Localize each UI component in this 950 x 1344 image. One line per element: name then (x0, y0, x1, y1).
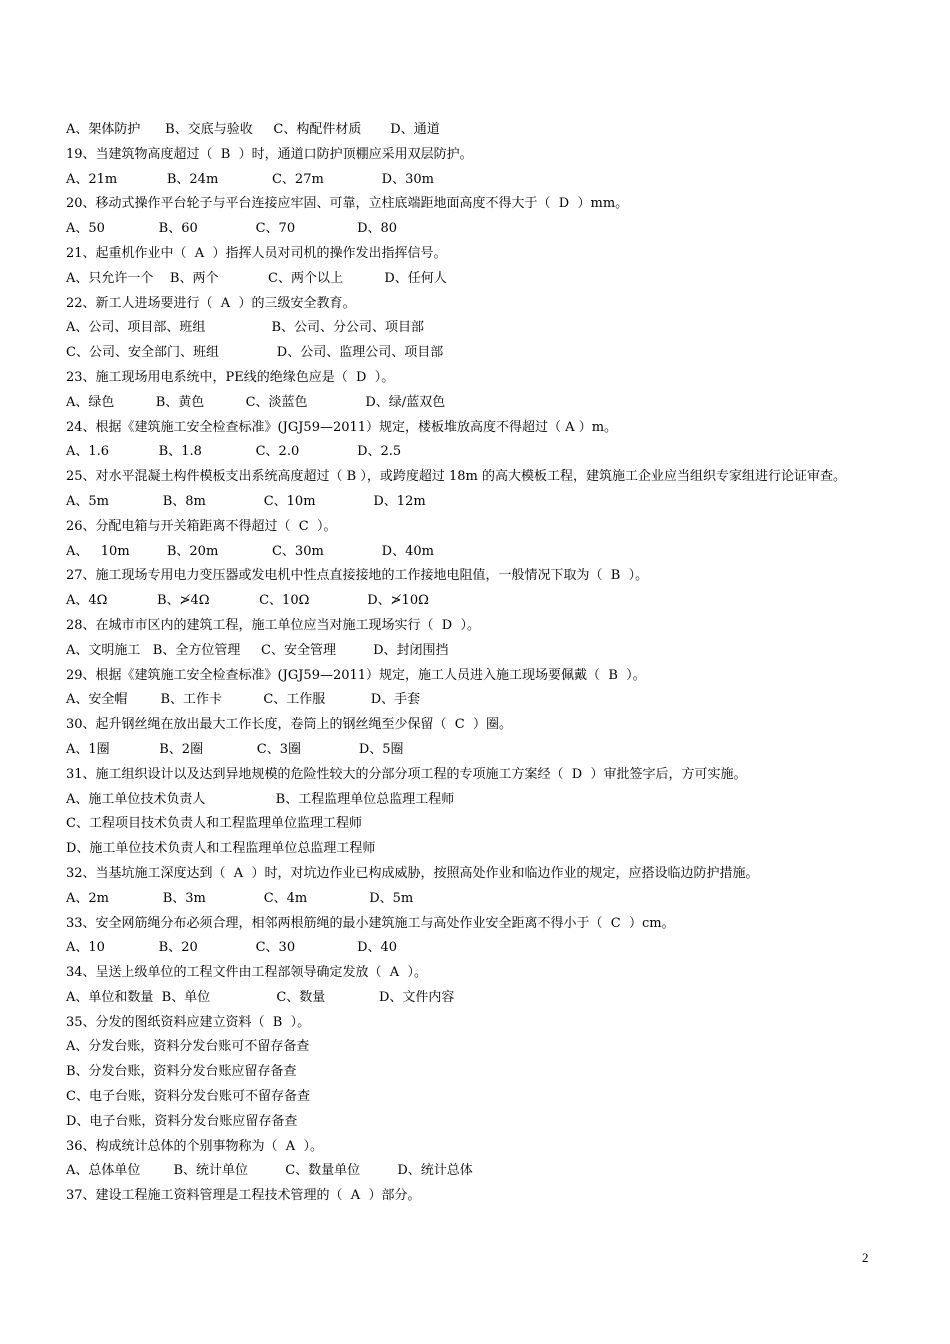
options-20: A、50 B、60 C、70 D、80 (66, 221, 398, 237)
question-27: 27、施工现场专用电力变压器或发电机中性点直接接地的工作接地电阻值，一般情况下取为（ B ）。 (66, 568, 649, 584)
options-28: A、文明施工 B、全方位管理 C、安全管理 D、封闭围挡 (66, 642, 449, 658)
options-34: A、单位和数量 B、单位 C、数量 D、文件内容 (66, 989, 455, 1005)
options-35-b: B、分发台账，资料分发台账应留存备查 (66, 1064, 297, 1080)
question-20: 20、移动式操作平台轮子与平台连接应牢固、可靠，立柱底端距地面高度不得大于（ D ）mm。 (66, 196, 629, 212)
options-23: A、绿色 B、黄色 C、淡蓝色 D、绿/蓝双色 (66, 394, 446, 410)
question-36: 36、构成统计总体的个别事物称为（ A ）。 (66, 1138, 323, 1154)
options-36: A、总体单位 B、统计单位 C、数量单位 D、统计总体 (66, 1163, 473, 1179)
options-29: A、安全帽 B、工作卡 C、工作服 D、手套 (66, 692, 421, 708)
question-33: 33、安全网筋绳分布必须合理，相邻两根筋绳的最小建筑施工与高处作业安全距离不得小于（ C ）cm。 (66, 915, 675, 931)
options-35-a: A、分发台账，资料分发台账可不留存备查 (66, 1039, 310, 1055)
page-number: 2 (862, 1250, 869, 1265)
question-31: 31、施工组织设计以及达到异地规模的危险性较大的分部分项工程的专项施工方案经（ D ）审批签字后，方可实施。 (66, 766, 747, 782)
options-35-d: D、电子台账，资料分发台账应留存备查 (66, 1113, 298, 1129)
options-35-c: C、电子台账，资料分发台账可不留存备查 (66, 1089, 310, 1105)
question-24: 24、根据《建筑施工安全检查标准》(JGJ59—2011）规定，楼板堆放高度不得超过（ A ）m。 (66, 419, 618, 435)
options-32: A、2m B、3m C、4m D、5m (66, 890, 414, 906)
options-19: A、21m B、24m C、27m D、30m (66, 171, 434, 187)
question-23: 23、施工现场用电系统中，PE线的绝缘色应是（ D ）。 (66, 369, 395, 385)
question-32: 32、当基坑施工深度达到（ A ）时，对坑边作业已构成威胁，按照高处作业和临边作业的规定，应搭设临边防护措施。 (66, 865, 759, 881)
question-35: 35、分发的图纸资料应建立资料（ B ）。 (66, 1014, 311, 1030)
options-21: A、只允许一个 B、两个 C、两个以上 D、任何人 (66, 270, 447, 286)
question-30: 30、起升钢丝绳在放出最大工作长度，卷筒上的钢丝绳至少保留（ C ）圈。 (66, 717, 513, 733)
options-31-d: D、施工单位技术负责人和工程监理单位总监理工程师 (66, 841, 376, 857)
question-21: 21、起重机作业中（ A ）指挥人员对司机的操作发出指挥信号。 (66, 245, 447, 261)
question-34: 34、呈送上级单位的工程文件由工程部领导确定发放（ A ）。 (66, 965, 427, 981)
options-31-c: C、工程项目技术负责人和工程监理单位监理工程师 (66, 816, 362, 832)
options-22-cd: C、公司、安全部门、班组 D、公司、监理公司、项目部 (66, 345, 444, 361)
options-26: A、 10m B、20m C、30m D、40m (66, 543, 434, 559)
question-37: 37、建设工程施工资料管理是工程技术管理的（ A ）部分。 (66, 1188, 421, 1204)
question-28: 28、在城市市区内的建筑工程，施工单位应当对施工现场实行（ D ）。 (66, 617, 480, 633)
text-line: A、架体防护 B、交底与验收 C、构配件材质 D、通道 (66, 122, 440, 137)
question-list (66, 118, 908, 1209)
options-30: A、1圈 B、2圈 C、3圈 D、5圈 (66, 741, 404, 757)
question-25: 25、对水平混凝土构件模板支出系统高度超过（ B ），或跨度超过 18m 的高大模板工程，建筑施工企业应当组织专家组进行论证审查。 (66, 469, 846, 485)
options-33: A、10 B、20 C、30 D、40 (66, 940, 398, 956)
options-24: A、1.6 B、1.8 C、2.0 D、2.5 (66, 444, 402, 460)
options-27: A、4Ω B、≯4Ω C、10Ω D、≯10Ω (66, 593, 429, 609)
question-26: 26、分配电箱与开关箱距离不得超过（ C ）。 (66, 518, 337, 534)
question-19: 19、当建筑物高度超过（ B ）时，通道口防护顶棚应采用双层防护。 (66, 146, 473, 162)
question-22: 22、新工人进场要进行（ A ）的三级安全教育。 (66, 295, 356, 311)
options-22-ab: A、公司、项目部、班组 B、公司、分公司、项目部 (66, 320, 425, 336)
question-29: 29、根据《建筑施工安全检查标准》(JGJ59—2011）规定，施工人员进入施工现场要佩戴（ B ）。 (66, 667, 646, 683)
options-25: A、5m B、8m C、10m D、12m (66, 493, 426, 509)
options-31-ab: A、施工单位技术负责人 B、工程监理单位总监理工程师 (66, 791, 455, 807)
